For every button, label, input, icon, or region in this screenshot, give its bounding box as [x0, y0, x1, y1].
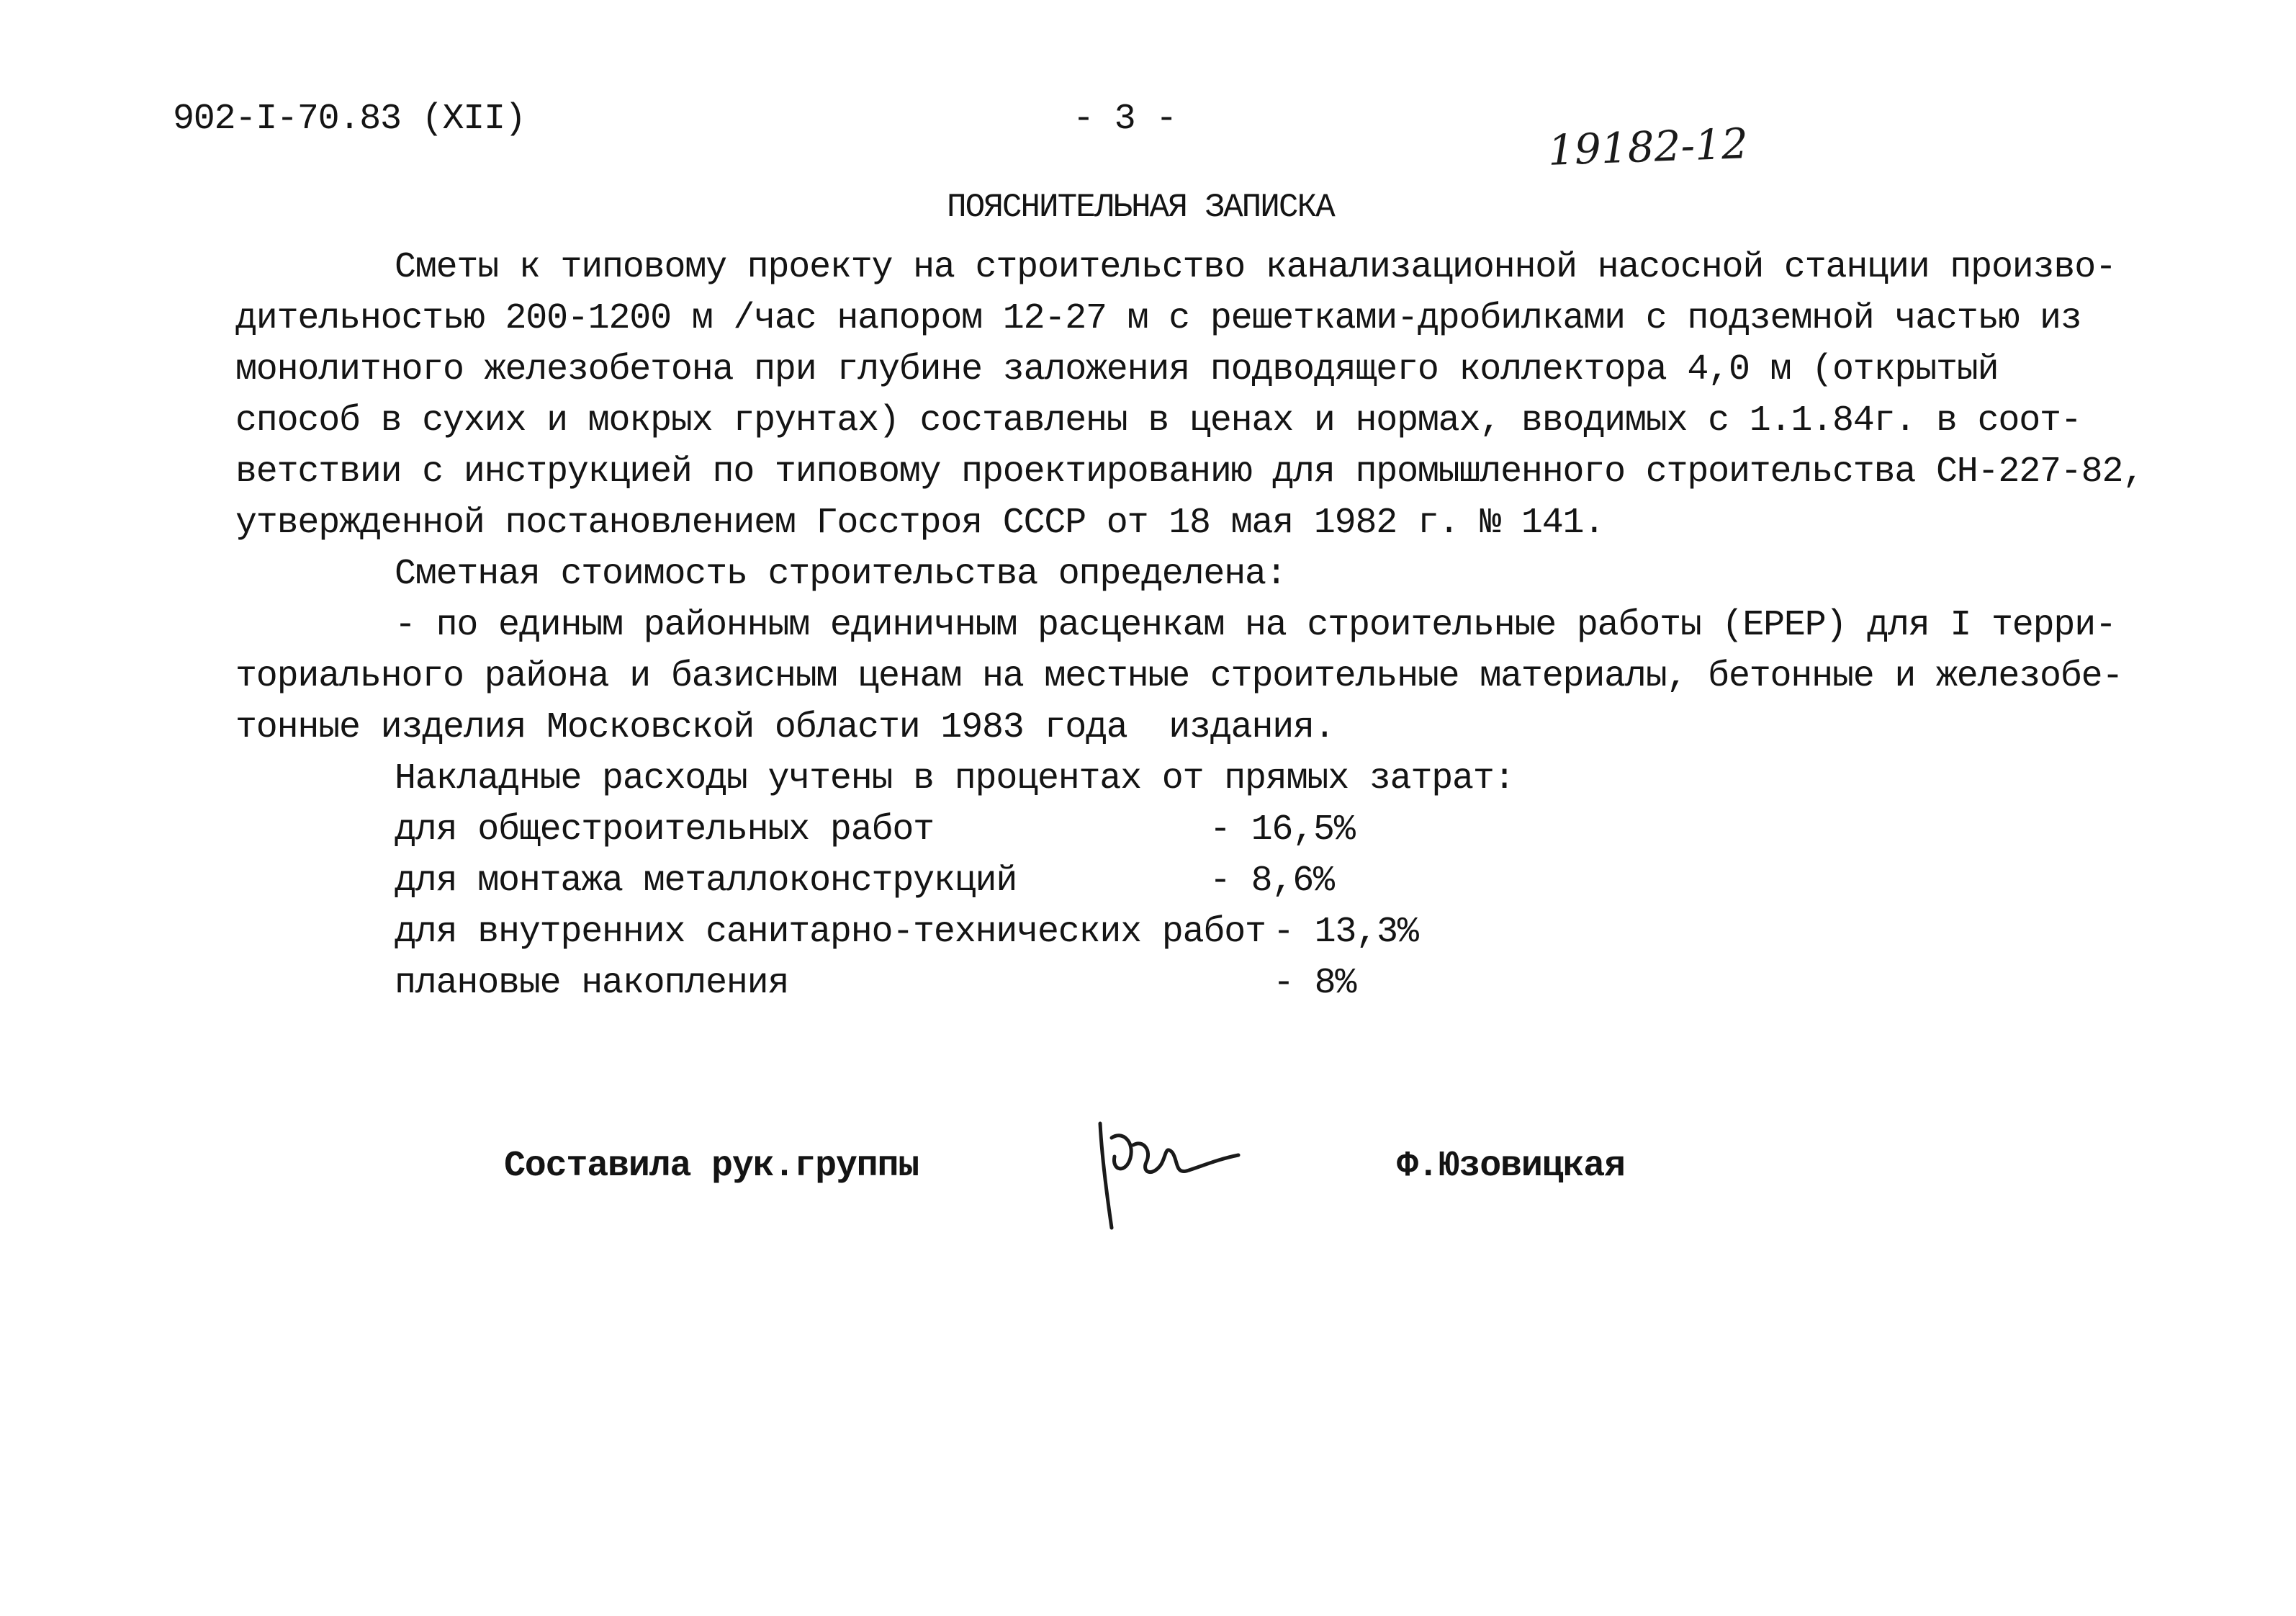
paragraph-line: - по единым районным единичным расценкам на строительные работы (ЕРЕР) для I терри- — [395, 605, 2116, 646]
paragraph-line: дительностью 200-1200 м /час напором 12-27 м с решетками-дробилками с подземной частью из — [235, 298, 2081, 339]
paragraph-line: Накладные расходы учтены в процентах от прямых затрат: — [395, 758, 1515, 799]
paragraph-line: ториального района и базисным ценам на местные строительные материалы, бетонные и железобе- — [235, 656, 2123, 697]
page-number: - 3 - — [1073, 99, 1177, 140]
handwritten-signature — [1080, 1109, 1246, 1239]
overhead-rate-value: - 8,6% — [1210, 861, 1334, 902]
paragraph-line: Сметы к типовому проекту на строительство канализационной насосной станции произво- — [395, 247, 2116, 288]
handwritten-registration-number: 19182-12 — [1547, 119, 1750, 175]
paragraph-line: ветствии с инструкцией по типовому проектированию для промышленного строительства СН-227-82, — [235, 452, 2144, 493]
paragraph-line: способ в сухих и мокрых грунтах) составлены в ценах и нормах, вводимых с 1.1.84г. в соот- — [235, 400, 2081, 441]
overhead-rate-value: - 13,3% — [1273, 912, 1418, 953]
overhead-rate-label: для общестроительных работ — [395, 809, 934, 850]
overhead-rate-label: для монтажа металлоконструкций — [395, 861, 1017, 902]
document-title: ПОЯСНИТЕЛЬНАЯ ЗАПИСКА — [947, 189, 1334, 226]
overhead-rate-label: плановые накопления — [395, 963, 789, 1004]
signatory-name: Ф.Юзовицкая — [1397, 1146, 1625, 1187]
document-code: 902-I-70.83 (XII) — [173, 99, 526, 140]
signatory-role: Составила рук.группы — [504, 1146, 919, 1187]
paragraph-line: тонные изделия Московской области 1983 года издания. — [235, 707, 1335, 748]
overhead-rate-value: - 8% — [1273, 963, 1356, 1004]
paragraph-line: монолитного железобетона при глубине заложения подводящего коллектора 4,0 м (открытый — [235, 349, 1999, 390]
paragraph-line: Сметная стоимость строительства определена: — [395, 554, 1287, 595]
overhead-rate-value: - 16,5% — [1210, 809, 1355, 850]
paragraph-line: утвержденной постановлением Госстроя СССР от 18 мая 1982 г. № 141. — [235, 503, 1605, 544]
overhead-rate-label: для внутренних санитарно-технических работ — [395, 912, 1266, 953]
